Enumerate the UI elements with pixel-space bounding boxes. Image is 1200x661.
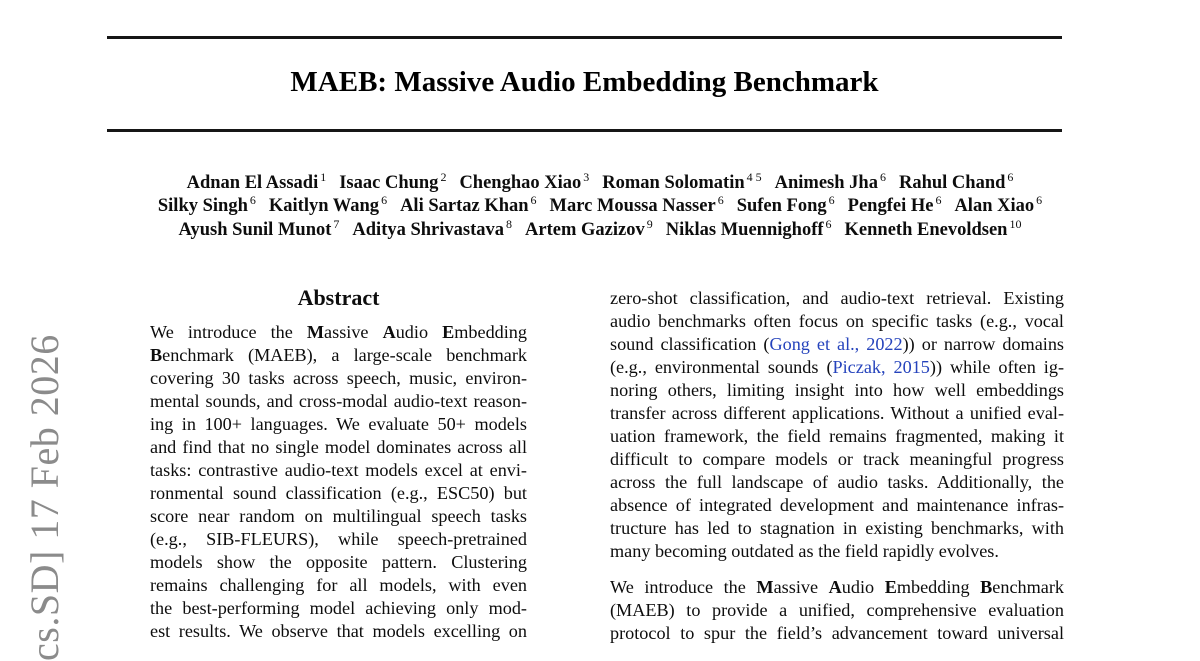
citation-link[interactable]: Piczak, 2015 — [832, 357, 930, 377]
affiliation-superscript: 1 — [320, 169, 327, 184]
affiliation-superscript: 6 — [1036, 193, 1043, 208]
affiliation-superscript: 6 — [935, 193, 942, 208]
text: assive — [773, 577, 829, 597]
author: Animesh Jha $^6$ — [774, 169, 886, 193]
paper-title: MAEB: Massive Audio Embedding Benchmark — [290, 66, 879, 98]
title-rule-top — [107, 36, 1062, 39]
text-line — [150, 344, 527, 367]
bold-text: E — [884, 577, 897, 597]
author: Aditya Shrivastava $^8$ — [352, 216, 513, 240]
affiliation-superscript: 6 — [381, 193, 388, 208]
text: enchmark — [992, 577, 1064, 597]
text-line — [150, 459, 527, 482]
text-line — [150, 574, 527, 597]
text: udio — [841, 577, 885, 597]
abstract-heading: Abstract — [297, 285, 380, 310]
author-line — [90, 169, 1110, 195]
text: assive — [324, 322, 383, 342]
text: zero-shot classification, and audio-text retrieval. Existing — [610, 288, 1064, 308]
text: transfer across different applications. Without a unified eval- — [610, 403, 1064, 423]
text: and find that no single model dominates across all — [150, 437, 527, 457]
text-line — [610, 402, 1064, 425]
affiliation-superscript: 7 — [333, 216, 340, 231]
author: Pengfei He $^6$ — [847, 193, 942, 217]
author: Chenghao Xiao $^3$ — [459, 169, 590, 193]
text: ing in 100+ languages. We evaluate 50+ models — [150, 414, 527, 434]
text-line — [610, 494, 1064, 517]
author: Silky Singh $^6$ — [157, 193, 256, 217]
text: sound classification ( — [610, 334, 770, 354]
affiliation-superscript: 6 — [828, 193, 835, 208]
text-line — [610, 425, 1064, 448]
text: score near random on multilingual speech tasks — [150, 506, 527, 526]
text: We introduce the — [610, 577, 757, 597]
affiliation-superscript: 6 — [717, 193, 724, 208]
text-line — [610, 622, 1064, 645]
text-line — [610, 576, 1064, 599]
author: Kenneth Enevoldsen $^{10}$ — [844, 216, 1022, 240]
text: protocol to spur the field’s advancement toward universal — [610, 623, 1064, 643]
text-line — [610, 517, 1064, 540]
text-line — [610, 471, 1064, 494]
text: tructure has led to stagnation in existing benchmarks, with — [610, 518, 1064, 538]
title-rule-bottom — [107, 129, 1062, 132]
text: difficult to compare models or track meaningful progress — [610, 449, 1064, 469]
author: Niklas Muennighoff $^6$ — [665, 216, 832, 240]
text-line — [610, 448, 1064, 471]
text-line — [150, 436, 527, 459]
text: audio benchmarks often focus on specific tasks (e.g., vocal — [610, 311, 1064, 331]
text: est results. We observe that models excelling on — [150, 621, 527, 641]
text: models show the opposite pattern. Clustering — [150, 552, 527, 572]
text-line — [150, 390, 527, 413]
affiliation-superscript: 10 — [1009, 216, 1022, 231]
text: absence of integrated development and maintenance infras- — [610, 495, 1064, 515]
author: Sufen Fong $^6$ — [736, 193, 835, 217]
text-line — [610, 540, 1064, 563]
affiliation-superscript: 2 — [440, 169, 447, 184]
right-column — [610, 287, 1064, 645]
text-line — [610, 333, 1064, 356]
arxiv-watermark: cs.SD] 17 Feb 2026 — [22, 334, 67, 661]
author: Ayush Sunil Munot $^7$ — [178, 216, 340, 240]
text: (e.g., environmental sounds ( — [610, 357, 833, 377]
affiliation-superscript: 8 — [506, 216, 513, 231]
text: udio — [395, 322, 443, 342]
text: (MAEB) to provide a unified, comprehensive evaluation — [610, 600, 1064, 620]
paragraph — [610, 287, 1064, 563]
bold-text: B — [150, 345, 163, 365]
text: tasks: contrastive audio-text models excel at envi- — [150, 460, 527, 480]
paragraph — [610, 576, 1064, 645]
text-line — [610, 287, 1064, 310]
text-line — [150, 367, 527, 390]
text-line — [610, 379, 1064, 402]
affiliation-superscript: 6 — [530, 193, 537, 208]
text-line — [150, 413, 527, 436]
affiliation-superscript: 6 — [825, 216, 832, 231]
author-line — [90, 195, 1110, 218]
author: Adnan El Assadi $^1$ — [186, 169, 327, 193]
bold-text: E — [442, 322, 455, 342]
affiliation-superscript: 6 — [879, 169, 886, 184]
text: uation framework, the field remains fragmented, making it — [610, 426, 1064, 446]
author: Kaitlyn Wang $^6$ — [268, 193, 388, 217]
text: across the full landscape of audio tasks. Additionally, the — [610, 472, 1064, 492]
text: remains challenging for all models, with even — [150, 575, 527, 595]
text-line — [610, 356, 1064, 379]
text-line — [150, 482, 527, 505]
bold-text: B — [980, 577, 993, 597]
text-line — [150, 321, 527, 344]
text: mbedding — [896, 577, 981, 597]
text: (e.g., SIB-FLEURS), while speech-pretrained — [150, 529, 527, 549]
text: mbedding — [454, 322, 527, 342]
text: mental sounds, and cross-modal audio-text reason- — [150, 391, 527, 411]
author: Alan Xiao $^6$ — [954, 193, 1043, 217]
text-line — [610, 599, 1064, 622]
text-line — [150, 551, 527, 574]
text-line — [610, 310, 1064, 333]
author: Roman Solomatin $^{4 5}$ — [602, 169, 762, 193]
text-line — [150, 620, 527, 643]
text: many becoming outdated as the field rapidly evolves. — [610, 541, 999, 561]
text: the best-performing model achieving only mod- — [150, 598, 527, 618]
author: Artem Gazizov $^9$ — [525, 216, 653, 240]
author: Ali Sartaz Khan $^6$ — [400, 193, 537, 217]
citation-link[interactable]: Gong et al., 2022 — [769, 334, 903, 354]
affiliation-superscript: 3 — [583, 169, 590, 184]
author: Isaac Chung $^2$ — [339, 169, 447, 193]
author-list — [90, 169, 1110, 242]
bold-text: A — [382, 322, 396, 342]
text: )) or narrow domains — [902, 334, 1065, 354]
affiliation-superscript: 6 — [1007, 169, 1014, 184]
text-line — [150, 505, 527, 528]
text: )) while often ig- — [929, 357, 1064, 377]
affiliation-superscript: 4 5 — [746, 169, 762, 184]
bold-text: M — [306, 322, 325, 342]
text: covering 30 tasks across speech, music, environ- — [150, 368, 527, 388]
text-line — [150, 528, 527, 551]
text: noring others, limiting insight into how well embeddings — [610, 380, 1064, 400]
author-line — [90, 216, 1110, 242]
author: Marc Moussa Nasser $^6$ — [549, 193, 724, 217]
affiliation-superscript: 6 — [249, 193, 256, 208]
text: enchmark (MAEB), a large-scale benchmark — [162, 345, 527, 365]
text: We introduce the — [150, 322, 307, 342]
bold-text: A — [828, 577, 842, 597]
text: ronmental sound classification (e.g., ESC50) but — [150, 483, 527, 503]
bold-text: M — [756, 577, 774, 597]
abstract-column — [150, 321, 527, 643]
affiliation-superscript: 9 — [646, 216, 653, 231]
text-line — [150, 597, 527, 620]
author: Rahul Chand $^6$ — [898, 169, 1014, 193]
